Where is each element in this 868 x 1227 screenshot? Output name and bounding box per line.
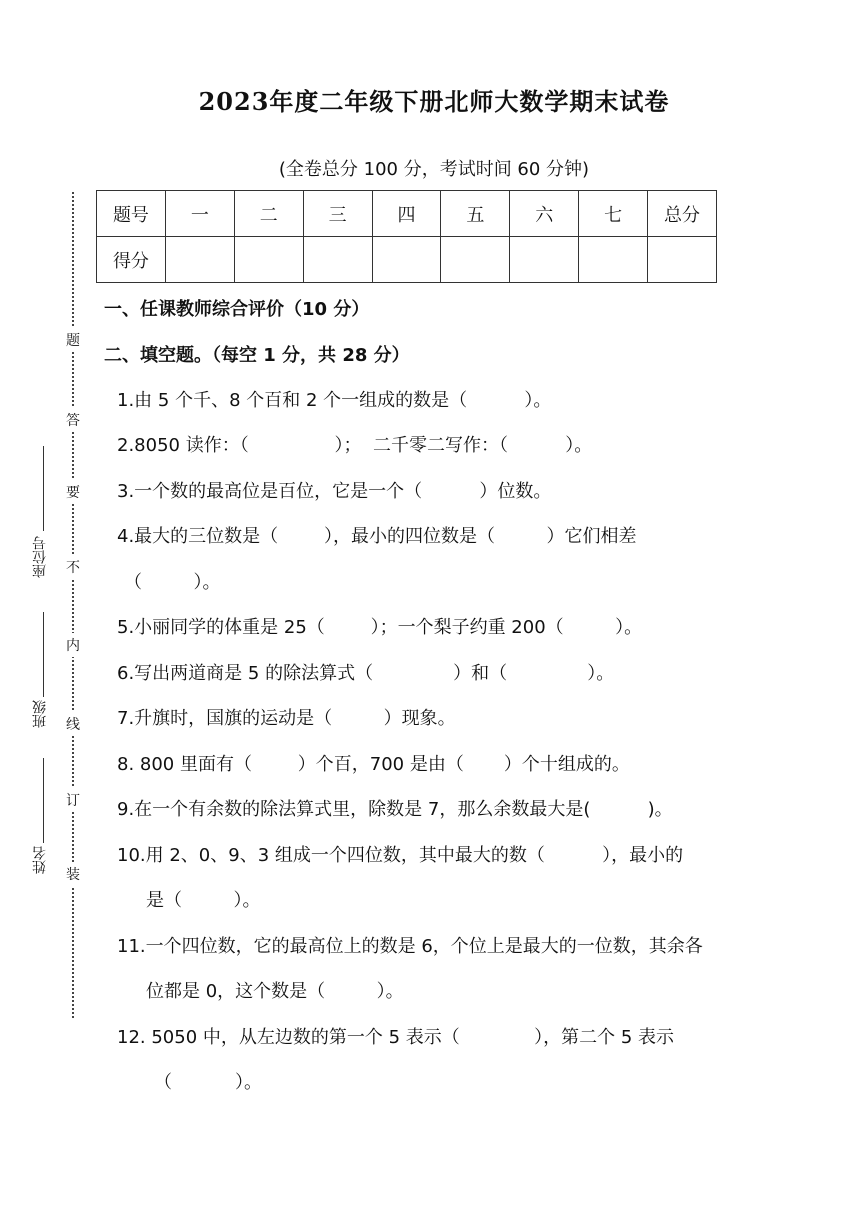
question-5: 5.小丽同学的体重是 25（ ）；一个梨子约重 200（ ）。 bbox=[117, 617, 643, 638]
score-header-cell: 二 bbox=[234, 191, 303, 237]
question-11-continued: 位都是 0，这个数是（ ）。 bbox=[146, 981, 404, 1002]
score-cell[interactable] bbox=[441, 237, 510, 283]
binding-dotted-line bbox=[72, 192, 74, 1018]
question-8: 8. 800 里面有（ ）个百，700 是由（ ）个十组成的。 bbox=[117, 754, 630, 775]
question-2: 2.8050 读作：（ ）； 二千零二写作：（ ）。 bbox=[117, 435, 593, 456]
score-cell[interactable] bbox=[372, 237, 441, 283]
score-cell[interactable] bbox=[510, 237, 579, 283]
score-header-cell: 题号 bbox=[97, 191, 166, 237]
score-cell[interactable] bbox=[303, 237, 372, 283]
question-3: 3.一个数的最高位是百位，它是一个（ ）位数。 bbox=[117, 481, 552, 502]
binding-char: 线 bbox=[66, 712, 80, 736]
question-1: 1.由 5 个千、8 个百和 2 个一组成的数是（ ）。 bbox=[117, 390, 552, 411]
class-fill-line[interactable] bbox=[43, 612, 44, 697]
section-teacher-evaluation: 一、任课教师综合评价（10 分） bbox=[104, 299, 370, 320]
score-cell[interactable] bbox=[165, 237, 234, 283]
question-9: 9.在一个有余数的除法算式里，除数是 7，那么余数最大是( )。 bbox=[117, 799, 673, 820]
binding-char: 题 bbox=[66, 328, 80, 352]
name-fill-line[interactable] bbox=[43, 758, 44, 843]
score-header-cell: 总分 bbox=[648, 191, 717, 237]
binding-char: 内 bbox=[66, 633, 80, 657]
seat-number-label: 座位号 bbox=[32, 536, 48, 578]
exam-title: 2023年度二年级下册北师大数学期末试卷 bbox=[198, 87, 670, 116]
score-table bbox=[96, 190, 717, 283]
question-12-continued: （ ）。 bbox=[154, 1072, 262, 1093]
score-row-label: 得分 bbox=[97, 237, 166, 283]
class-label: 班级 bbox=[32, 700, 48, 728]
question-10-continued: 是（ ）。 bbox=[146, 890, 261, 911]
score-cell[interactable] bbox=[648, 237, 717, 283]
binding-char: 订 bbox=[66, 788, 80, 812]
binding-char: 答 bbox=[66, 408, 80, 432]
score-header-cell: 五 bbox=[441, 191, 510, 237]
score-header-cell: 三 bbox=[303, 191, 372, 237]
question-10: 10.用 2、0、9、3 组成一个四位数，其中最大的数（ ），最小的 bbox=[117, 845, 684, 866]
score-header-cell: 七 bbox=[579, 191, 648, 237]
question-4: 4.最大的三位数是（ ），最小的四位数是（ ）它们相差 bbox=[117, 526, 637, 547]
seat-number-fill-line[interactable] bbox=[43, 446, 44, 531]
binding-char: 装 bbox=[66, 862, 80, 886]
name-label: 姓名 bbox=[32, 846, 48, 874]
binding-char: 不 bbox=[66, 555, 80, 579]
binding-char: 要 bbox=[66, 480, 80, 504]
question-12: 12. 5050 中，从左边数的第一个 5 表示（ ），第二个 5 表示 bbox=[117, 1027, 675, 1048]
section-fill-in-blanks: 二、填空题。（每空 1 分，共 28 分） bbox=[104, 345, 410, 366]
score-table-header-row bbox=[97, 191, 717, 237]
question-11: 11.一个四位数，它的最高位上的数是 6，个位上是最大的一位数，其余各 bbox=[117, 936, 703, 957]
score-header-cell: 四 bbox=[372, 191, 441, 237]
question-6: 6.写出两道商是 5 的除法算式（ ）和（ ）。 bbox=[117, 663, 615, 684]
question-7: 7.升旗时，国旗的运动是（ ）现象。 bbox=[117, 708, 456, 729]
score-cell[interactable] bbox=[234, 237, 303, 283]
exam-subtitle: (全卷总分 100 分，考试时间 60 分钟) bbox=[278, 159, 590, 180]
score-table-score-row bbox=[97, 237, 717, 283]
score-header-cell: 六 bbox=[510, 191, 579, 237]
score-cell[interactable] bbox=[579, 237, 648, 283]
question-4-continued: （ ）。 bbox=[124, 572, 221, 593]
score-header-cell: 一 bbox=[165, 191, 234, 237]
